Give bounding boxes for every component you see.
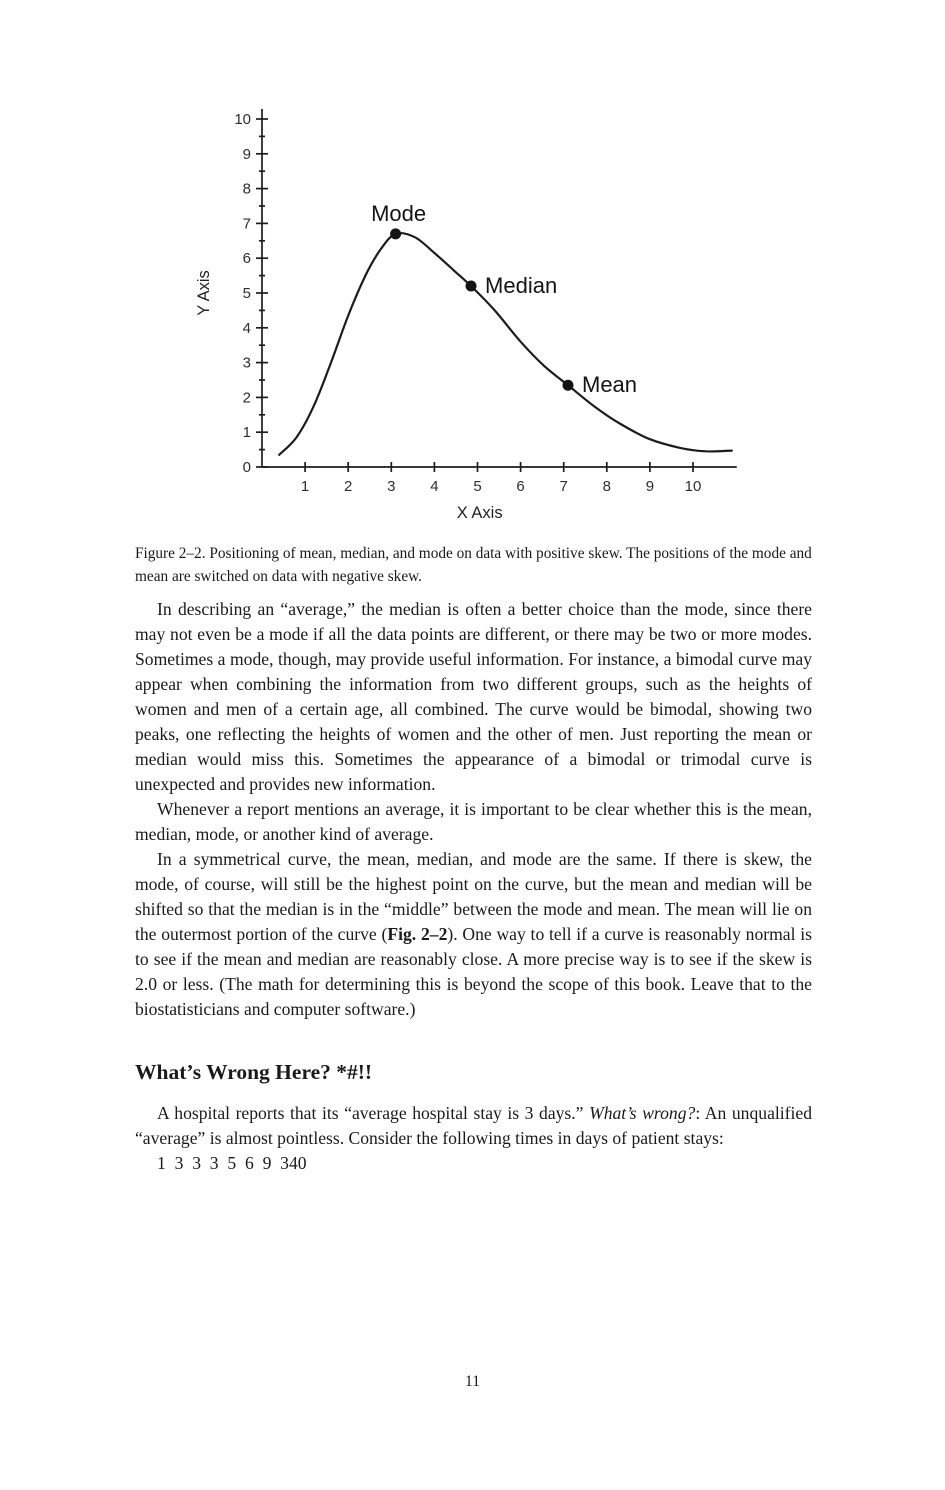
svg-text:10: 10: [684, 478, 702, 495]
svg-text:0: 0: [242, 459, 251, 476]
svg-text:2: 2: [242, 389, 251, 407]
paragraph-text: A hospital reports that its “average hospital stay is 3 days.”: [157, 1103, 590, 1123]
svg-text:Median: Median: [485, 273, 558, 299]
page-number: 11: [465, 1373, 480, 1390]
svg-text:1: 1: [300, 478, 310, 495]
svg-text:3: 3: [242, 354, 251, 372]
section-heading: What’s Wrong Here? *#!!: [135, 1060, 373, 1084]
paragraph-hospital-example: [135, 1101, 812, 1151]
svg-text:4: 4: [430, 478, 439, 495]
svg-text:1: 1: [242, 424, 251, 442]
body-text: [135, 597, 812, 1176]
patient-stay-values: 1 3 3 3 5 6 9 340: [157, 1153, 307, 1173]
svg-text:Mode: Mode: [371, 200, 427, 226]
svg-text:X Axis: X Axis: [456, 504, 503, 522]
whats-wrong-italic: What’s wrong?: [589, 1103, 696, 1123]
svg-text:10: 10: [234, 111, 251, 128]
figure-reference: Fig. 2–2: [387, 924, 448, 944]
svg-text:7: 7: [559, 478, 568, 495]
figure-caption: Figure 2–2. Positioning of mean, median, and mode on data with positive skew. The positions of the mode and mean are switched on data with negative skew.: [135, 545, 812, 585]
svg-text:5: 5: [242, 285, 251, 302]
svg-text:9: 9: [645, 478, 655, 495]
paragraph-report-average: Whenever a report mentions an average, it is important to be clear whether this is the mean, median, mode, or another kind of average.: [135, 799, 812, 844]
svg-text:7: 7: [242, 215, 251, 233]
svg-text:Mean: Mean: [582, 372, 638, 398]
figure-2-2: [135, 95, 812, 588]
paragraph-average-median: In describing an “average,” the median is often a better choice than the mode, since there may not even be a mode if all the data points are different, or there may be two or more modes. Sometimes a mode, though, may provide useful information. For instance, a bimodal curve may appear when combining the information from two different groups, such as the heights of women and men of a certain age, all combined. The curve would be bimodal, showing two peaks, one reflecting the heights of women and the other of men. Just reporting the mean or median would miss this. Sometimes the appearance of a bimodal or trimodal curve is unexpected and provides new information.: [135, 599, 812, 794]
svg-text:8: 8: [242, 180, 251, 198]
svg-text:6: 6: [242, 250, 251, 268]
paragraph-symmetrical-curve: [135, 847, 812, 1022]
paragraph-text: In a symmetrical curve, the mean, median, and mode are the same. If there is skew, the mode, of course, will still be the highest point on the curve, but the mean and median will be shifted so that the median is in the “middle” between the mode and mean. The mean will lie on the outermost portion of the curve (: [135, 849, 812, 944]
paragraph-text: ). One way to tell if a curve is reasonably normal is to see if the mean and median are reasonably close. A more precise way is to see if the skew is 2.0 or less. (The math for determining this is beyond the scope of this book. Leave that to the biostatisticians and computer software.): [135, 924, 813, 1019]
svg-text:8: 8: [602, 478, 611, 495]
svg-text:6: 6: [516, 478, 525, 495]
svg-text:5: 5: [473, 478, 482, 495]
svg-text:3: 3: [387, 478, 396, 495]
svg-text:Y Axis: Y Axis: [195, 270, 213, 316]
svg-text:2: 2: [344, 478, 353, 495]
skew-distribution-chart: [185, 95, 745, 530]
paragraph-text: : An unqualified “average” is almost pointless. Consider the following times in days of patient stays:: [135, 1103, 813, 1148]
svg-text:4: 4: [242, 319, 251, 337]
book-page: [0, 95, 945, 1490]
svg-text:9: 9: [242, 145, 251, 163]
